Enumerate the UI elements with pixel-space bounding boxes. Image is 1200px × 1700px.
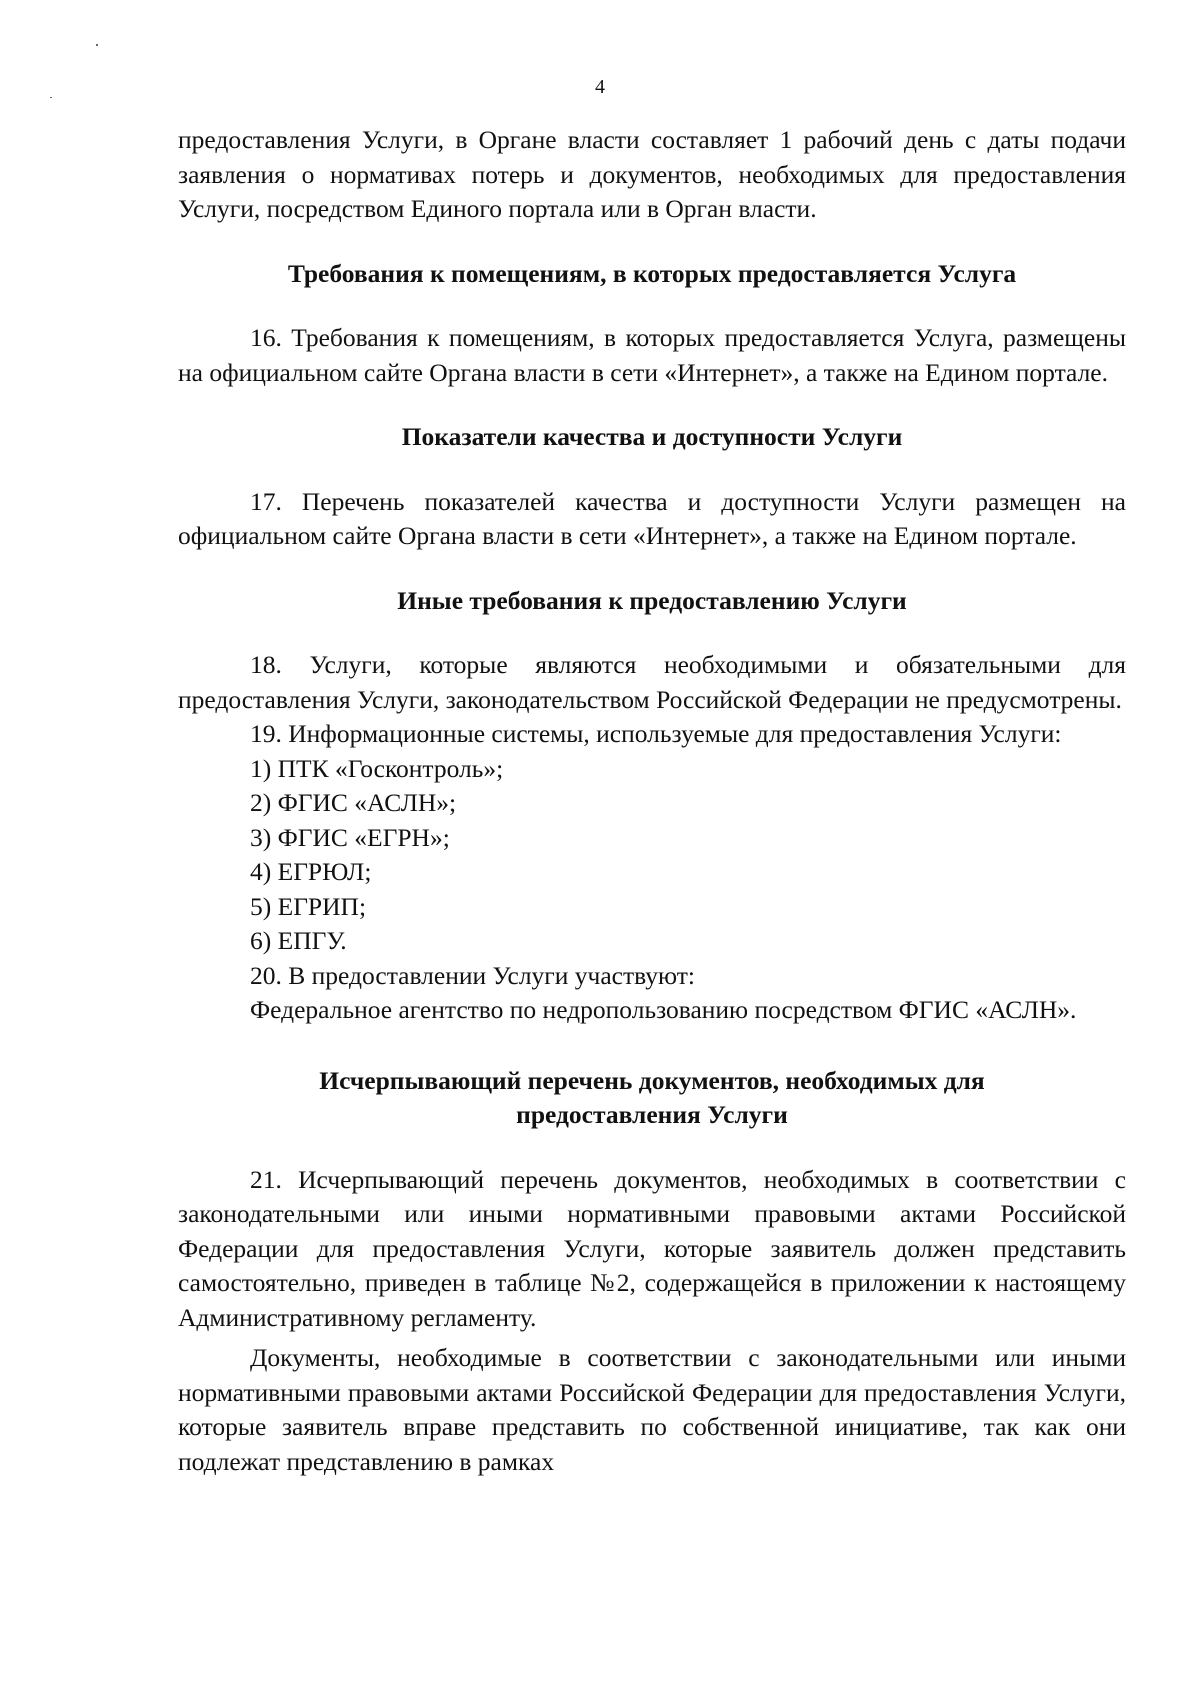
scan-speck — [96, 44, 98, 46]
page-number: 4 — [595, 76, 605, 98]
paragraph-20: 20. В предоставлении Услуги участвуют: — [250, 960, 696, 990]
paragraph-17: 17. Перечень показателей качества и доступности Услуги размещен на официальном сайте Органа власти в сети «Интернет», а также на Едином портале. — [178, 486, 1126, 550]
paragraph-intro: предоставления Услуги, в Органе власти составляет 1 рабочий день с даты подачи заявления о нормативах потерь и документов, необходимых для предоставления Услуги, посредством Единого портала или в Орган власти. — [178, 125, 1126, 223]
heading-quality: Показатели качества и доступности Услуги — [401, 422, 903, 451]
paragraph-18: 18. Услуги, которые являются необходимыми и обязательными для предоставления Услуги, законодательством Российской Федерации не предусмотрены. — [178, 650, 1126, 714]
heading-documents-line-1: Исчерпывающий перечень документов, необходимых для — [319, 1065, 985, 1095]
list-item: 1) ПТК «Госконтроль»; — [250, 753, 504, 783]
heading-documents-line-2: предоставления Услуги — [516, 1100, 788, 1129]
document-body — [178, 123, 1126, 1479]
paragraph-16: 16. Требования к помещениям, в которых предоставляется Услуга, размещены на официальном сайте Органа власти в сети «Интернет», а также на Едином портале. — [178, 323, 1126, 387]
heading-other-requirements: Иные требования к предоставлению Услуги — [397, 585, 907, 615]
list-item: 5) ЕГРИП; — [250, 891, 367, 921]
paragraph-21: 21. Исчерпывающий перечень документов, необходимых в соответствии с законодательными или иными нормативными правовыми актами Российской Федерации для предоставления Услуги, которые заявитель должен представить самостоятельно, приведен в таблице №2, содержащейся в приложении к настоящему Административному регламенту. — [178, 1164, 1126, 1332]
heading-premises: Требования к помещениям, в которых предоставляется Услуга — [287, 258, 1017, 288]
list-item: 2) ФГИС «АСЛН»; — [250, 788, 457, 817]
paragraph-documents: Документы, необходимые в соответствии с законодательными или иными нормативными правовыми актами Российской Федерации для предоставления Услуги, которые заявитель вправе представить по собственной инициативе, так как они подлежат представлению в рамках — [178, 1343, 1126, 1476]
list-item: 3) ФГИС «ЕГРН»; — [250, 822, 450, 852]
list-item: 6) ЕПГУ. — [250, 926, 347, 955]
paragraph-20-detail: Федеральное агентство по недропользованию посредством ФГИС «АСЛН». — [250, 995, 1077, 1024]
list-item: 4) ЕГРЮЛ; — [250, 857, 372, 886]
paragraph-19: 19. Информационные системы, используемые для предоставления Услуги: — [250, 719, 1062, 748]
